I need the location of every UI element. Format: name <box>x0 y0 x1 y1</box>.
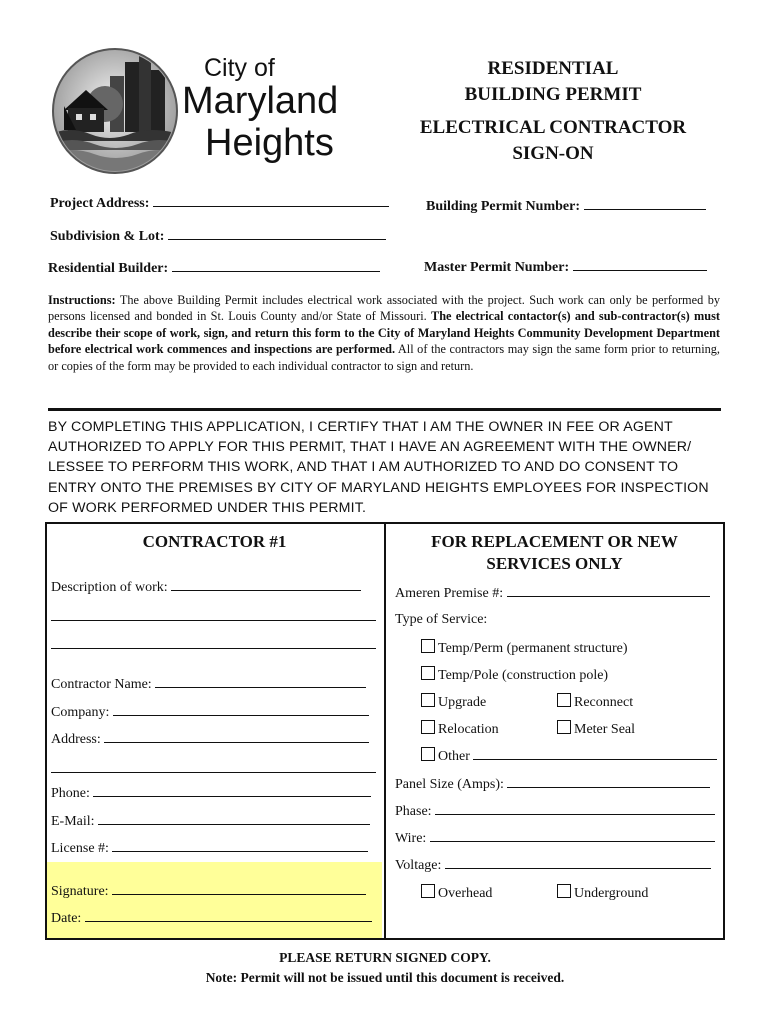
meter-seal-checkbox[interactable] <box>557 720 571 734</box>
date-label: Date: <box>51 911 82 926</box>
address-field[interactable] <box>51 730 369 748</box>
date-field[interactable] <box>51 909 372 927</box>
voltage-label: Voltage: <box>395 858 442 873</box>
section-divider <box>48 408 721 411</box>
temp-pole-option[interactable] <box>421 666 608 684</box>
master-permit-number-field[interactable] <box>424 259 707 276</box>
residential-builder-field[interactable] <box>48 260 380 277</box>
company-line[interactable] <box>113 703 369 716</box>
column-divider <box>384 524 386 938</box>
other-option[interactable] <box>421 747 717 765</box>
description-line-2[interactable] <box>51 620 376 621</box>
subdivision-lot-field[interactable] <box>50 228 386 245</box>
overhead-option[interactable] <box>421 884 492 902</box>
description-field[interactable] <box>51 578 361 596</box>
description-label: Description of work: <box>51 580 168 595</box>
company-field[interactable] <box>51 703 369 721</box>
address-line-2[interactable] <box>51 772 376 773</box>
phone-label: Phone: <box>51 786 90 801</box>
underground-option[interactable] <box>557 884 648 902</box>
instructions-text-1: The above Building Permit includes electrical work associated with the project. Such work can only be performed by persons licensed and bonded in St. Louis County and/or State of Missouri. <box>48 293 720 324</box>
reconnect-option[interactable] <box>557 693 633 711</box>
other-line[interactable] <box>473 747 717 760</box>
relocation-label: Relocation <box>438 722 499 737</box>
subdivision-lot-label: Subdivision & Lot: <box>50 229 165 244</box>
temp-perm-checkbox[interactable] <box>421 639 435 653</box>
other-label: Other <box>438 749 470 764</box>
contractor-name-line[interactable] <box>155 675 366 688</box>
temp-pole-checkbox[interactable] <box>421 666 435 680</box>
other-checkbox[interactable] <box>421 747 435 761</box>
logo-line3: Heights <box>205 122 334 164</box>
description-line-1[interactable] <box>171 578 361 591</box>
temp-pole-label: Temp/Pole (construction pole) <box>438 668 609 683</box>
contractor-header: CONTRACTOR #1 <box>142 532 287 551</box>
reconnect-checkbox[interactable] <box>557 693 571 707</box>
city-seal-logo <box>50 46 180 176</box>
signature-line[interactable] <box>112 882 366 895</box>
contractor-name-label: Contractor Name: <box>51 677 152 692</box>
email-field[interactable] <box>51 812 370 830</box>
building-permit-number-field[interactable] <box>426 198 706 215</box>
upgrade-option[interactable] <box>421 693 486 711</box>
footer-return-notice: PLEASE RETURN SIGNED COPY. <box>279 950 491 965</box>
relocation-checkbox[interactable] <box>421 720 435 734</box>
underground-checkbox[interactable] <box>557 884 571 898</box>
ameren-premise-line[interactable] <box>507 584 710 597</box>
logo-line2: Maryland <box>182 80 339 122</box>
master-permit-number-line[interactable] <box>573 259 707 271</box>
license-field[interactable] <box>51 839 368 857</box>
overhead-checkbox[interactable] <box>421 884 435 898</box>
project-address-field[interactable] <box>50 195 389 212</box>
phase-line[interactable] <box>435 802 715 815</box>
address-label: Address: <box>51 732 101 747</box>
license-label: License #: <box>51 841 109 856</box>
services-header-line2: SERVICES ONLY <box>486 554 623 573</box>
title-line1: RESIDENTIAL <box>487 58 619 79</box>
instructions-label: Instructions: <box>48 293 116 307</box>
phase-label: Phase: <box>395 804 432 819</box>
phone-line[interactable] <box>93 784 371 797</box>
upgrade-label: Upgrade <box>438 695 487 710</box>
type-of-service-label: Type of Service: <box>395 612 488 627</box>
services-header-line1: FOR REPLACEMENT OR NEW <box>431 532 678 551</box>
panel-size-line[interactable] <box>507 775 710 788</box>
upgrade-checkbox[interactable] <box>421 693 435 707</box>
panel-size-field[interactable] <box>395 775 710 793</box>
phone-field[interactable] <box>51 784 371 802</box>
reconnect-label: Reconnect <box>574 695 634 710</box>
meter-seal-option[interactable] <box>557 720 635 738</box>
project-address-label: Project Address: <box>50 196 150 211</box>
voltage-field[interactable] <box>395 856 711 874</box>
wire-field[interactable] <box>395 829 715 847</box>
temp-perm-label: Temp/Perm (permanent structure) <box>438 641 628 656</box>
logo-line1: City of <box>204 54 275 82</box>
building-permit-number-label: Building Permit Number: <box>426 199 580 214</box>
title-line3: ELECTRICAL CONTRACTOR <box>419 117 687 138</box>
contractor-name-field[interactable] <box>51 675 366 693</box>
instructions-paragraph <box>48 292 720 374</box>
phase-field[interactable] <box>395 802 715 820</box>
residential-builder-line[interactable] <box>172 260 380 272</box>
panel-size-label: Panel Size (Amps): <box>395 777 504 792</box>
instructions-text-2: All of the contractors may sign the same form prior to returning, or copies of the form may be provided to each individual contractor to sign and return. <box>48 342 720 373</box>
signature-label: Signature: <box>51 884 109 899</box>
relocation-option[interactable] <box>421 720 499 738</box>
ameren-premise-field[interactable] <box>395 584 710 602</box>
building-permit-number-line[interactable] <box>584 198 706 210</box>
overhead-label: Overhead <box>438 886 493 901</box>
company-label: Company: <box>51 705 110 720</box>
email-label: E-Mail: <box>51 814 95 829</box>
instructions-bold-text: The electrical contactor(s) and sub-contractor(s) must describe their scope of work, sign, and return this form to the City of Maryland Heights Community Development Department before electrical work commences and inspections are performed. <box>48 309 720 357</box>
signature-field[interactable] <box>51 882 366 900</box>
subdivision-lot-line[interactable] <box>168 228 386 240</box>
meter-seal-label: Meter Seal <box>574 722 636 737</box>
ameren-premise-label: Ameren Premise #: <box>395 586 504 601</box>
underground-label: Underground <box>574 886 649 901</box>
email-line[interactable] <box>98 812 370 825</box>
title-line2: BUILDING PERMIT <box>464 84 642 105</box>
wire-line[interactable] <box>430 829 715 842</box>
title-line4: SIGN-ON <box>512 143 594 164</box>
residential-builder-label: Residential Builder: <box>48 261 169 276</box>
temp-perm-option[interactable] <box>421 639 628 657</box>
description-line-3[interactable] <box>51 648 376 649</box>
wire-label: Wire: <box>395 831 427 846</box>
date-line[interactable] <box>85 909 372 922</box>
project-address-line[interactable] <box>153 195 389 207</box>
address-line-1[interactable] <box>104 730 369 743</box>
certification-statement: BY COMPLETING THIS APPLICATION, I CERTIFY THAT I AM THE OWNER IN FEE OR AGENT AUTHORIZED TO APPLY FOR THIS PERMIT, THAT I HAVE AN AGREEMENT WITH THE OWNER/ LESSEE TO PERFORM THIS WORK, AND THAT I AM AUTHORIZED TO AND DO CONSENT TO ENTRY ONTO THE PREMISES BY CITY OF MARYLAND HEIGHTS EMPLOYEES FOR INSPECTION OF WORK PERFORMED UNDER THIS PERMIT. <box>48 419 709 516</box>
voltage-line[interactable] <box>445 856 711 869</box>
footer-permit-note: Note: Permit will not be issued until this document is received. <box>205 970 565 985</box>
master-permit-number-label: Master Permit Number: <box>424 260 570 275</box>
license-line[interactable] <box>112 839 368 852</box>
